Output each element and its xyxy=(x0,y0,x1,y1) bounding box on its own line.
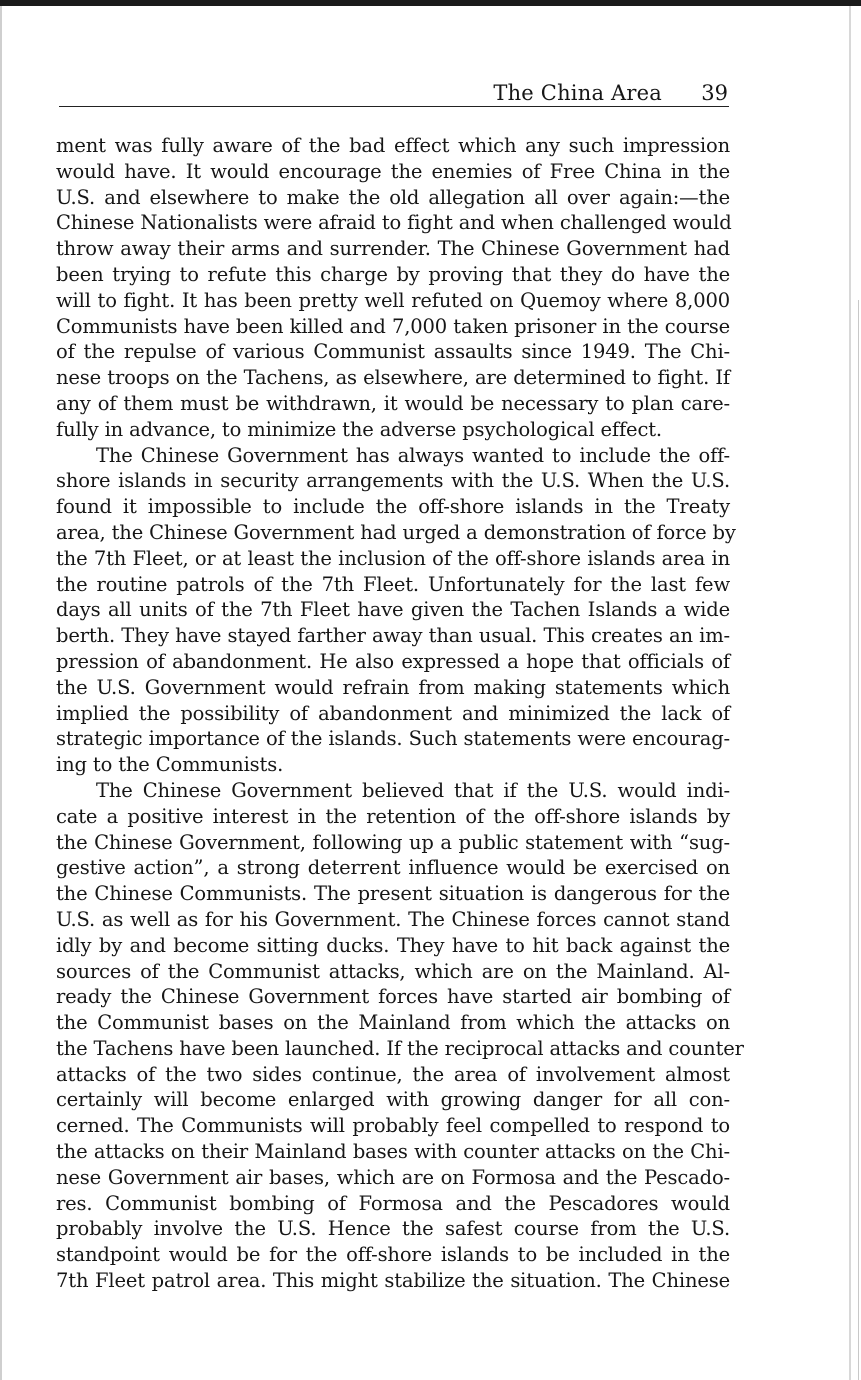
text-line: the routine patrols of the 7th Fleet. Unfortunately for the last few xyxy=(56,572,730,596)
text-line: Chinese Nationalists were afraid to fight and when challenged would xyxy=(56,211,732,235)
text-line: the U.S. Government would refrain from making statements which xyxy=(56,675,730,699)
text-line: certainly will become enlarged with growing danger for all con- xyxy=(56,1088,730,1112)
text-line: would have. It would encourage the enemies of Free China in the xyxy=(56,159,730,183)
text-line: of the repulse of various Communist assaults since 1949. The Chi- xyxy=(56,340,730,364)
text-line: ing to the Communists. xyxy=(56,753,284,777)
text-line: the Communist bases on the Mainland from which the attacks on xyxy=(56,1011,730,1035)
page-top-edge xyxy=(0,0,861,6)
text-line: the attacks on their Mainland bases with counter attacks on the Chi- xyxy=(56,1140,730,1164)
text-line: will to fight. It has been pretty well refuted on Quemoy where 8,000 xyxy=(56,288,730,312)
text-line: found it impossible to include the off-shore islands in the Treaty xyxy=(56,495,730,519)
text-line: res. Communist bombing of Formosa and the Pescadores would xyxy=(56,1191,730,1215)
text-line: cerned. The Communists will probably feel compelled to respond to xyxy=(56,1114,730,1138)
page-number: 39 xyxy=(701,81,728,105)
text-line: Communists have been killed and 7,000 taken prisoner in the course xyxy=(56,314,730,338)
text-line: cate a positive interest in the retention of the off-shore islands by xyxy=(56,804,730,828)
text-line: the Chinese Government, following up a public statement with “sug- xyxy=(56,830,730,854)
text-line: sources of the Communist attacks, which are on the Mainland. Al- xyxy=(56,959,730,983)
text-line: strategic importance of the islands. Such statements were encourag- xyxy=(56,727,730,751)
text-line: U.S. as well as for his Government. The Chinese forces cannot stand xyxy=(56,907,730,931)
text-line: shore islands in security arrangements with the U.S. When the U.S. xyxy=(56,469,730,493)
text-line: ment was fully aware of the bad effect which any such impression xyxy=(56,134,730,157)
text-line: area, the Chinese Government had urged a demonstration of force by xyxy=(56,520,736,544)
text-line: implied the possibility of abandonment and minimized the lack of xyxy=(56,701,730,725)
text-line: U.S. and elsewhere to make the old allegation all over again:—the xyxy=(56,185,730,209)
text-line: the 7th Fleet, or at least the inclusion of the off-shore islands area in xyxy=(56,546,730,570)
running-head-title: The China Area xyxy=(493,81,662,105)
text-line: gestive action”, a strong deterrent influence would be exercised on xyxy=(56,856,730,880)
text-line: throw away their arms and surrender. The Chinese Government had xyxy=(56,237,730,261)
page-right-edge xyxy=(849,6,851,1380)
text-line: days all units of the 7th Fleet have given the Tachen Islands a wide xyxy=(56,598,730,622)
body-text xyxy=(56,133,744,1294)
page-outer-edge xyxy=(858,300,859,1380)
paragraph-first-line: The Chinese Government believed that if the U.S. would indi- xyxy=(96,778,730,802)
text-line: ready the Chinese Government forces have started air bombing of xyxy=(56,985,730,1009)
page-left-edge xyxy=(0,6,2,1380)
text-line: nese troops on the Tachens, as elsewhere, are determined to fight. If xyxy=(56,366,730,390)
paragraph-first-line: The Chinese Government has always wanted to include the off- xyxy=(96,443,730,467)
text-line: attacks of the two sides continue, the area of involvement almost xyxy=(56,1062,730,1086)
text-line: been trying to refute this charge by proving that they do have the xyxy=(56,262,730,286)
running-header xyxy=(59,80,729,107)
text-line: probably involve the U.S. Hence the safest course from the U.S. xyxy=(56,1217,730,1241)
text-line: berth. They have stayed farther away than usual. This creates an im- xyxy=(56,624,730,648)
text-line: pression of abandonment. He also expressed a hope that officials of xyxy=(56,649,730,673)
text-line: standpoint would be for the off-shore islands to be included in the xyxy=(56,1243,730,1267)
text-line: 7th Fleet patrol area. This might stabilize the situation. The Chinese xyxy=(56,1269,730,1293)
text-line: fully in advance, to minimize the adverse psychological effect. xyxy=(56,417,662,441)
text-line: any of them must be withdrawn, it would be necessary to plan care- xyxy=(56,391,730,415)
text-line: the Chinese Communists. The present situation is dangerous for the xyxy=(56,882,730,906)
text-line: nese Government air bases, which are on Formosa and the Pescado- xyxy=(56,1165,730,1189)
text-line: idly by and become sitting ducks. They have to hit back against the xyxy=(56,933,730,957)
text-line: the Tachens have been launched. If the reciprocal attacks and counter xyxy=(56,1036,744,1060)
